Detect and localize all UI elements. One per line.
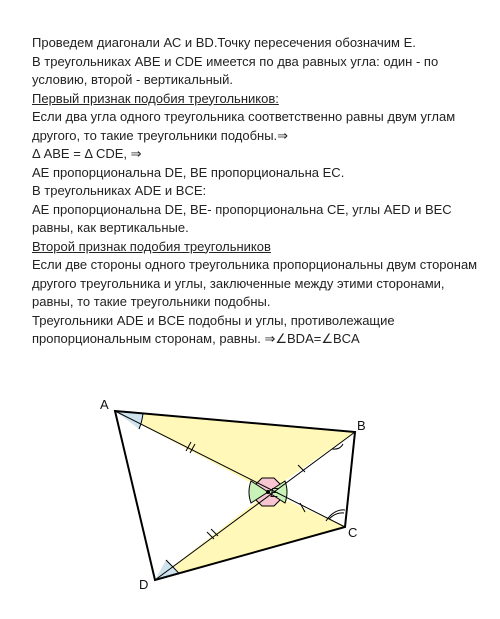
text-line-7: Δ ABE = Δ CDE, ⇒ xyxy=(32,146,142,161)
text-line-17: пропорциональным сторонам, равны. ⇒∠BDA=∠BCA xyxy=(32,331,360,346)
first-criterion-heading: Первый признак подобия треугольников: xyxy=(32,90,279,106)
text-line-14: другого треугольника и углы, заключенные между этими сторонами, xyxy=(32,275,445,291)
text-line-10: AE пропорциональна DE, BE- пропорциональна CE, углы AED и BEC xyxy=(32,201,452,217)
label-A: A xyxy=(100,397,109,412)
text-line-9: В треугольниках ADE и BCE: xyxy=(32,183,207,198)
text-line-1: Проведем диагонали АС и BD.Точку пересечения обозначим E. xyxy=(32,35,416,50)
text-line-6: другого, то такие треугольники подобны.⇒ xyxy=(32,127,289,143)
label-C: C xyxy=(348,525,358,540)
label-D: D xyxy=(139,577,149,592)
text-line-16: Треугольники ADE и BCE подобны и углы, противолежащие xyxy=(32,312,395,328)
text-line-8: AE пропорциональна DE, BE пропорциональна EC. xyxy=(32,164,345,180)
text-line-2: В треугольниках АВЕ и CDE имеется по два равных угла: один - по xyxy=(32,53,439,69)
text-line-13: Если две стороны одного треугольника пропорциональны двум сторонам xyxy=(32,257,478,272)
second-criterion-heading: Второй признак подобия треугольников xyxy=(32,238,271,254)
arc-angle-C xyxy=(329,513,344,519)
triangle-ABE xyxy=(115,411,355,492)
triangle-CDE xyxy=(155,492,345,580)
text-line-15: равны, то такие треугольники подобны. xyxy=(32,294,271,309)
text-line-3: условию, второй - вертикальный. xyxy=(32,72,233,87)
label-E: E xyxy=(270,485,279,500)
text-line-5: Если два угла одного треугольника соответственно равны двум углам xyxy=(32,109,456,124)
label-B: B xyxy=(357,418,366,433)
text-line-11: равны, как вертикальные. xyxy=(32,220,189,235)
